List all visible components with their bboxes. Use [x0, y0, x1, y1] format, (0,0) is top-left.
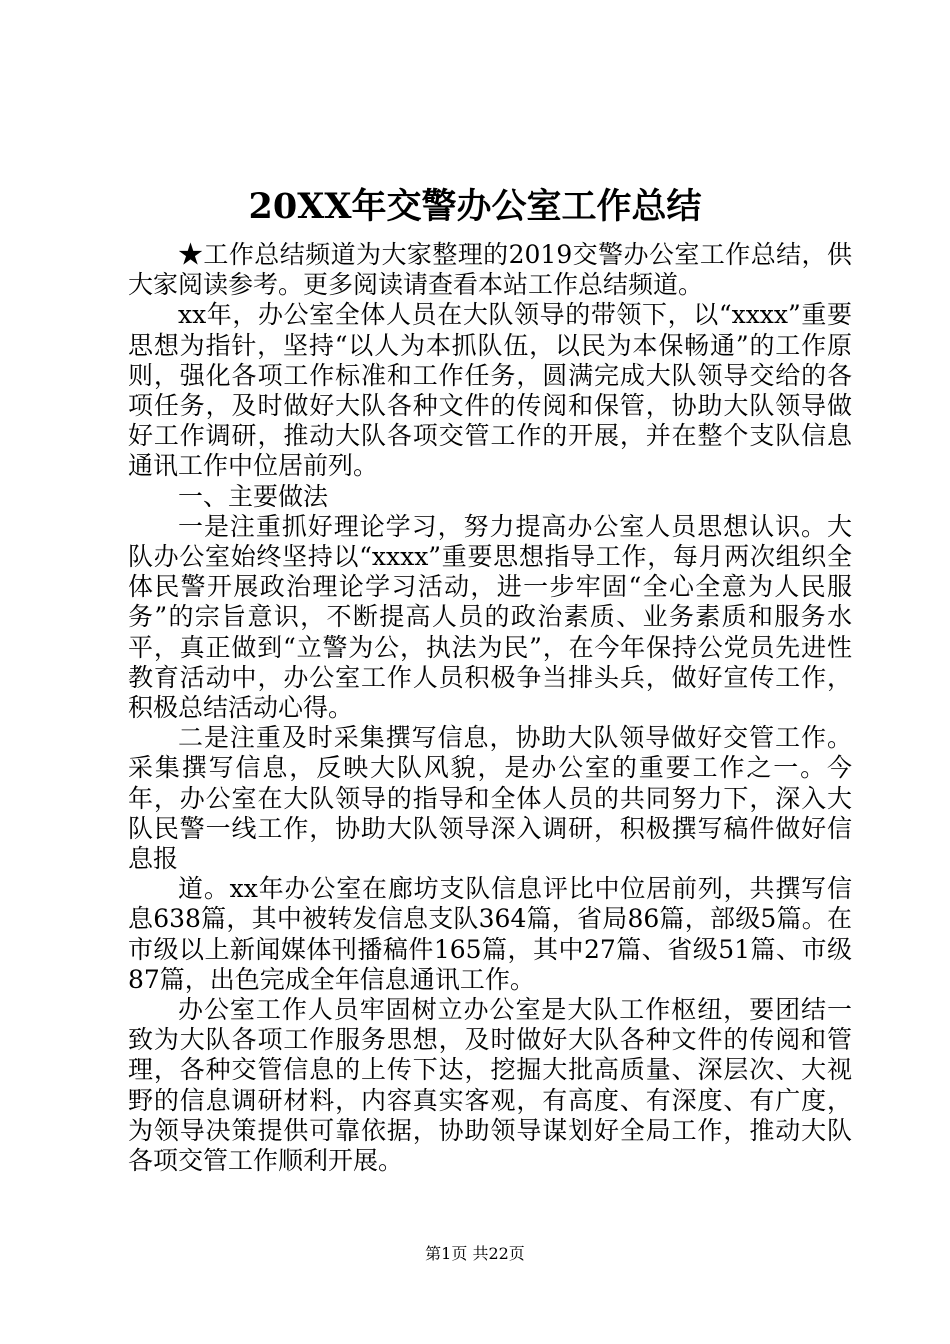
office-role-paragraph: 办公室工作人员牢固树立办公室是大队工作枢纽，要团结一致为大队各项工作服务思想，及时做好大队各种文件的传阅和管理，各种交管信息的上传下达，挖掘大批高质量、深层次、大视野的信息调研材料，内容真实客观，有高度、有深度、有广度，为领导决策提供可靠依据，协助领导谋划好全局工作，推动大队各项交管工作顺利开展。	[128, 995, 852, 1176]
information-collection-paragraph: 二是注重及时采集撰写信息，协助大队领导做好交管工作。采集撰写信息，反映大队风貌，是办公室的重要工作之一。今年，办公室在大队领导的指导和全体人员的共同努力下，深入大队民警一线工作，协助大队领导深入调研，积极撰写稿件做好信息报	[128, 723, 852, 874]
information-statistics-paragraph: 道。xx年办公室在廊坊支队信息评比中位居前列，共撰写信息638篇，其中被转发信息支队364篇，省局86篇，部级5篇。在市级以上新闻媒体刊播稿件165篇，其中27篇、省级51篇、市级87篇，出色完成全年信息通讯工作。	[128, 874, 852, 994]
document-title: 20XX年交警办公室工作总结	[248, 186, 702, 227]
overview-paragraph: xx年，办公室全体人员在大队领导的带领下，以“xxxx”重要思想为指针，坚持“以人为本抓队伍，以民为本保畅通”的工作原则，强化各项工作标准和工作任务，圆满完成大队领导交给的各项任务，及时做好大队各种文件的传阅和保管，协助大队领导做好工作调研，推动大队各项交管工作的开展，并在整个支队信息通讯工作中位居前列。	[128, 300, 852, 481]
intro-paragraph: ★工作总结频道为大家整理的2019交警办公室工作总结，供大家阅读参考。更多阅读请查看本站工作总结频道。	[128, 240, 852, 300]
theory-study-paragraph: 一是注重抓好理论学习，努力提高办公室人员思想认识。大队办公室始终坚持以“xxxx”重要思想指导工作，每月两次组织全体民警开展政治理论学习活动，进一步牢固“全心全意为人民服务”的宗旨意识，不断提高人员的政治素质、业务素质和服务水平，真正做到“立警为公，执法为民”，在今年保持公党员先进性教育活动中，办公室工作人员积极争当排头兵，做好宣传工作，积极总结活动心得。	[128, 511, 852, 723]
document-body	[128, 240, 852, 1176]
page-number-footer: 第1页 共22页	[425, 1244, 525, 1263]
section-heading: 一、主要做法	[178, 481, 329, 511]
